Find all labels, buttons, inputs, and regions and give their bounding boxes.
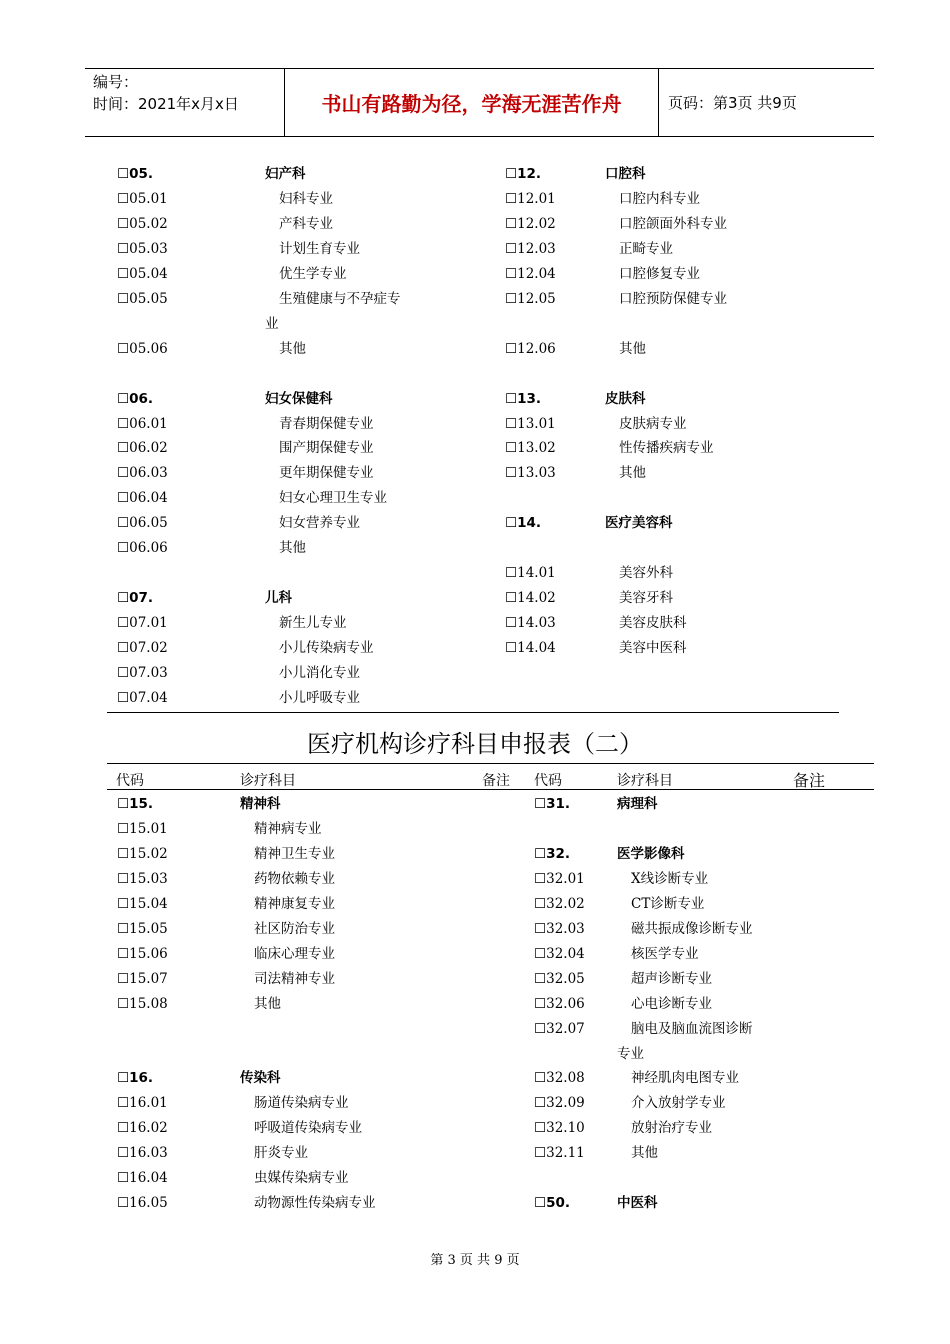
subject-code[interactable]: ☐16.02: [117, 1120, 168, 1137]
subject-code[interactable]: ☐32.06: [534, 995, 585, 1012]
subject-name: 青春期保健专业: [279, 415, 374, 432]
category-code[interactable]: ☐14.: [505, 515, 542, 532]
subject-name: 虫媒传染病专业: [254, 1170, 349, 1187]
subject-name: 超声诊断专业: [631, 970, 712, 987]
subject-name: 小儿呼吸专业: [279, 689, 360, 706]
subject-name: 新生儿专业: [279, 615, 347, 632]
column-header-remark: 备注: [482, 773, 510, 789]
subject-code[interactable]: ☐06.01: [117, 415, 168, 432]
subject-name: 精神卫生专业: [254, 845, 335, 862]
subject-code[interactable]: ☐14.03: [505, 615, 556, 632]
subject-code[interactable]: ☐14.04: [505, 640, 556, 657]
subject-name: 业: [265, 315, 279, 332]
subject-name: 更年期保健专业: [279, 465, 374, 482]
category-name: 儿科: [265, 590, 292, 607]
category-name: 中医科: [617, 1195, 658, 1212]
subject-name: 口腔内科专业: [619, 190, 700, 207]
column-header-code: 代码: [116, 773, 144, 789]
subject-name: 其他: [631, 1145, 658, 1162]
subject-code[interactable]: ☐14.01: [505, 565, 556, 582]
document-number-label: 编号：: [93, 73, 139, 91]
subject-code[interactable]: ☐15.02: [117, 845, 168, 862]
category-name: 口腔科: [605, 166, 646, 182]
subject-name: 小儿传染病专业: [279, 640, 374, 657]
subject-code[interactable]: ☐15.07: [117, 970, 168, 987]
header-motto: 书山有路勤为径，学海无涯苦作舟: [285, 69, 659, 136]
subject-code[interactable]: ☐12.04: [505, 265, 556, 282]
subject-code[interactable]: ☐15.05: [117, 920, 168, 937]
subject-name: 美容牙科: [619, 590, 673, 607]
category-code[interactable]: ☐16.: [117, 1070, 154, 1087]
column-header-subject: 诊疗科目: [617, 773, 673, 789]
column-header-subject: 诊疗科目: [240, 773, 296, 789]
subject-code[interactable]: ☐13.01: [505, 415, 556, 432]
category-code[interactable]: ☐15.: [117, 796, 154, 812]
subject-code[interactable]: ☐13.02: [505, 440, 556, 457]
category-name: 皮肤科: [605, 390, 646, 407]
subject-name: 脑电及脑血流图诊断: [631, 1020, 753, 1037]
subject-name: 计划生育专业: [279, 240, 360, 257]
subject-code[interactable]: ☐12.03: [505, 240, 556, 257]
subject-code[interactable]: ☐05.04: [117, 265, 168, 282]
subject-name: 性传播疾病专业: [619, 440, 714, 457]
subject-name: 核医学专业: [631, 945, 699, 962]
subject-name: 正畸专业: [619, 240, 673, 257]
subject-code[interactable]: ☐12.01: [505, 190, 556, 207]
subject-code[interactable]: ☐07.03: [117, 665, 168, 681]
subject-code[interactable]: ☐06.04: [117, 490, 168, 507]
category-code[interactable]: ☐50.: [534, 1195, 571, 1212]
table-title: 医疗机构诊疗科目申报表（二）: [307, 730, 643, 758]
subject-code[interactable]: ☐12.05: [505, 290, 556, 307]
subject-name: 其他: [279, 340, 306, 357]
subject-name: 社区防治专业: [254, 920, 335, 937]
subject-code[interactable]: ☐16.05: [117, 1195, 168, 1212]
subject-name: 呼吸道传染病专业: [254, 1120, 362, 1137]
subject-code[interactable]: ☐32.04: [534, 945, 585, 962]
subject-name: 肠道传染病专业: [254, 1095, 349, 1112]
subject-code[interactable]: ☐32.11: [534, 1145, 585, 1162]
subject-code[interactable]: ☐12.06: [505, 340, 556, 357]
table-header-top-rule: [107, 763, 874, 764]
category-code[interactable]: ☐05.: [117, 166, 154, 182]
subject-name: 心电诊断专业: [631, 995, 712, 1012]
subject-code[interactable]: ☐05.05: [117, 290, 168, 307]
subject-code[interactable]: ☐13.03: [505, 465, 556, 482]
subject-name: 其他: [619, 465, 646, 482]
subject-code[interactable]: ☐06.02: [117, 440, 168, 457]
subject-code[interactable]: ☐16.04: [117, 1170, 168, 1187]
category-code[interactable]: ☐31.: [534, 796, 571, 812]
subject-name: 围产期保健专业: [279, 440, 374, 457]
subject-code[interactable]: ☐05.03: [117, 240, 168, 257]
subject-name: 美容皮肤科: [619, 615, 687, 632]
subject-name: 口腔预防保健专业: [619, 290, 727, 307]
subject-code[interactable]: ☐32.08: [534, 1070, 585, 1087]
category-name: 传染科: [240, 1070, 281, 1087]
subject-code[interactable]: ☐15.03: [117, 870, 168, 887]
category-name: 病理科: [617, 796, 658, 812]
subject-code[interactable]: ☐15.06: [117, 945, 168, 962]
subject-code[interactable]: ☐32.09: [534, 1095, 585, 1112]
subject-code[interactable]: ☐16.01: [117, 1095, 168, 1112]
category-code[interactable]: ☐13.: [505, 390, 542, 407]
subject-name: 小儿消化专业: [279, 665, 360, 681]
subject-name: 妇科专业: [279, 190, 333, 207]
subject-code[interactable]: ☐32.02: [534, 895, 585, 912]
subject-name: X线诊断专业: [631, 870, 709, 887]
document-time-label: 时间：2021年x月x日: [93, 95, 239, 113]
subject-name: 精神病专业: [254, 820, 322, 837]
subject-name: 其他: [619, 340, 646, 357]
subject-name: CT诊断专业: [631, 895, 705, 912]
subject-code[interactable]: ☐05.02: [117, 215, 168, 232]
subject-code[interactable]: ☐07.01: [117, 615, 168, 632]
subject-name: 专业: [617, 1045, 644, 1062]
subject-name: 妇女心理卫生专业: [279, 490, 387, 507]
category-name: 妇女保健科: [265, 390, 333, 407]
subject-code[interactable]: ☐32.05: [534, 970, 585, 987]
subject-name: 美容中医科: [619, 640, 687, 657]
subject-code[interactable]: ☐05.06: [117, 340, 168, 357]
subject-name: 其他: [279, 540, 306, 557]
subject-code[interactable]: ☐16.03: [117, 1145, 168, 1162]
subject-name: 神经肌肉电图专业: [631, 1070, 739, 1087]
subject-name: 口腔修复专业: [619, 265, 700, 282]
category-code[interactable]: ☐12.: [505, 166, 542, 182]
header-meta: [85, 69, 285, 136]
subject-code[interactable]: ☐06.06: [117, 540, 168, 557]
subject-name: 精神康复专业: [254, 895, 335, 912]
subject-name: 妇女营养专业: [279, 515, 360, 532]
subject-name: 临床心理专业: [254, 945, 335, 962]
subject-name: 产科专业: [279, 215, 333, 232]
column-header-remark: 备注: [793, 771, 826, 790]
subject-code[interactable]: ☐07.04: [117, 689, 168, 706]
subject-name: 介入放射学专业: [631, 1095, 726, 1112]
subject-code[interactable]: ☐32.03: [534, 920, 585, 937]
subject-name: 皮肤病专业: [619, 415, 687, 432]
header-page-info: 页码：第3页 共9页: [668, 94, 797, 112]
subject-name: 放射治疗专业: [631, 1120, 712, 1137]
subject-name: 口腔颌面外科专业: [619, 215, 727, 232]
subject-code[interactable]: ☐32.07: [534, 1020, 585, 1037]
subject-code[interactable]: ☐15.04: [117, 895, 168, 912]
column-header-code: 代码: [534, 773, 562, 789]
category-name: 医疗美容科: [605, 515, 673, 532]
subject-name: 药物依赖专业: [254, 870, 335, 887]
category-code[interactable]: ☐32.: [534, 845, 571, 862]
subject-name: 其他: [254, 995, 281, 1012]
section-divider: [107, 712, 839, 713]
subject-code[interactable]: ☐06.05: [117, 515, 168, 532]
subject-code[interactable]: ☐06.03: [117, 465, 168, 482]
subject-name: 肝炎专业: [254, 1145, 308, 1162]
category-name: 精神科: [240, 796, 281, 812]
subject-code[interactable]: ☐32.10: [534, 1120, 585, 1137]
subject-code[interactable]: ☐32.01: [534, 870, 585, 887]
subject-code[interactable]: ☐07.02: [117, 640, 168, 657]
category-name: 妇产科: [265, 166, 306, 182]
subject-name: 优生学专业: [279, 265, 347, 282]
subject-code[interactable]: ☐05.01: [117, 190, 168, 207]
category-code[interactable]: ☐06.: [117, 390, 154, 407]
page-footer: 第 3 页 共 9 页: [430, 1253, 520, 1268]
category-code[interactable]: ☐07.: [117, 590, 154, 607]
subject-code[interactable]: ☐15.01: [117, 820, 168, 837]
subject-name: 磁共振成像诊断专业: [631, 920, 753, 937]
page-header: [85, 68, 874, 137]
subject-name: 生殖健康与不孕症专: [279, 290, 401, 307]
subject-code[interactable]: ☐12.02: [505, 215, 556, 232]
category-name: 医学影像科: [617, 845, 685, 862]
subject-name: 美容外科: [619, 565, 673, 582]
subject-code[interactable]: ☐15.08: [117, 995, 168, 1012]
subject-name: 动物源性传染病专业: [254, 1195, 376, 1212]
table-header-bottom-rule: [107, 789, 874, 790]
subject-name: 司法精神专业: [254, 970, 335, 987]
subject-code[interactable]: ☐14.02: [505, 590, 556, 607]
